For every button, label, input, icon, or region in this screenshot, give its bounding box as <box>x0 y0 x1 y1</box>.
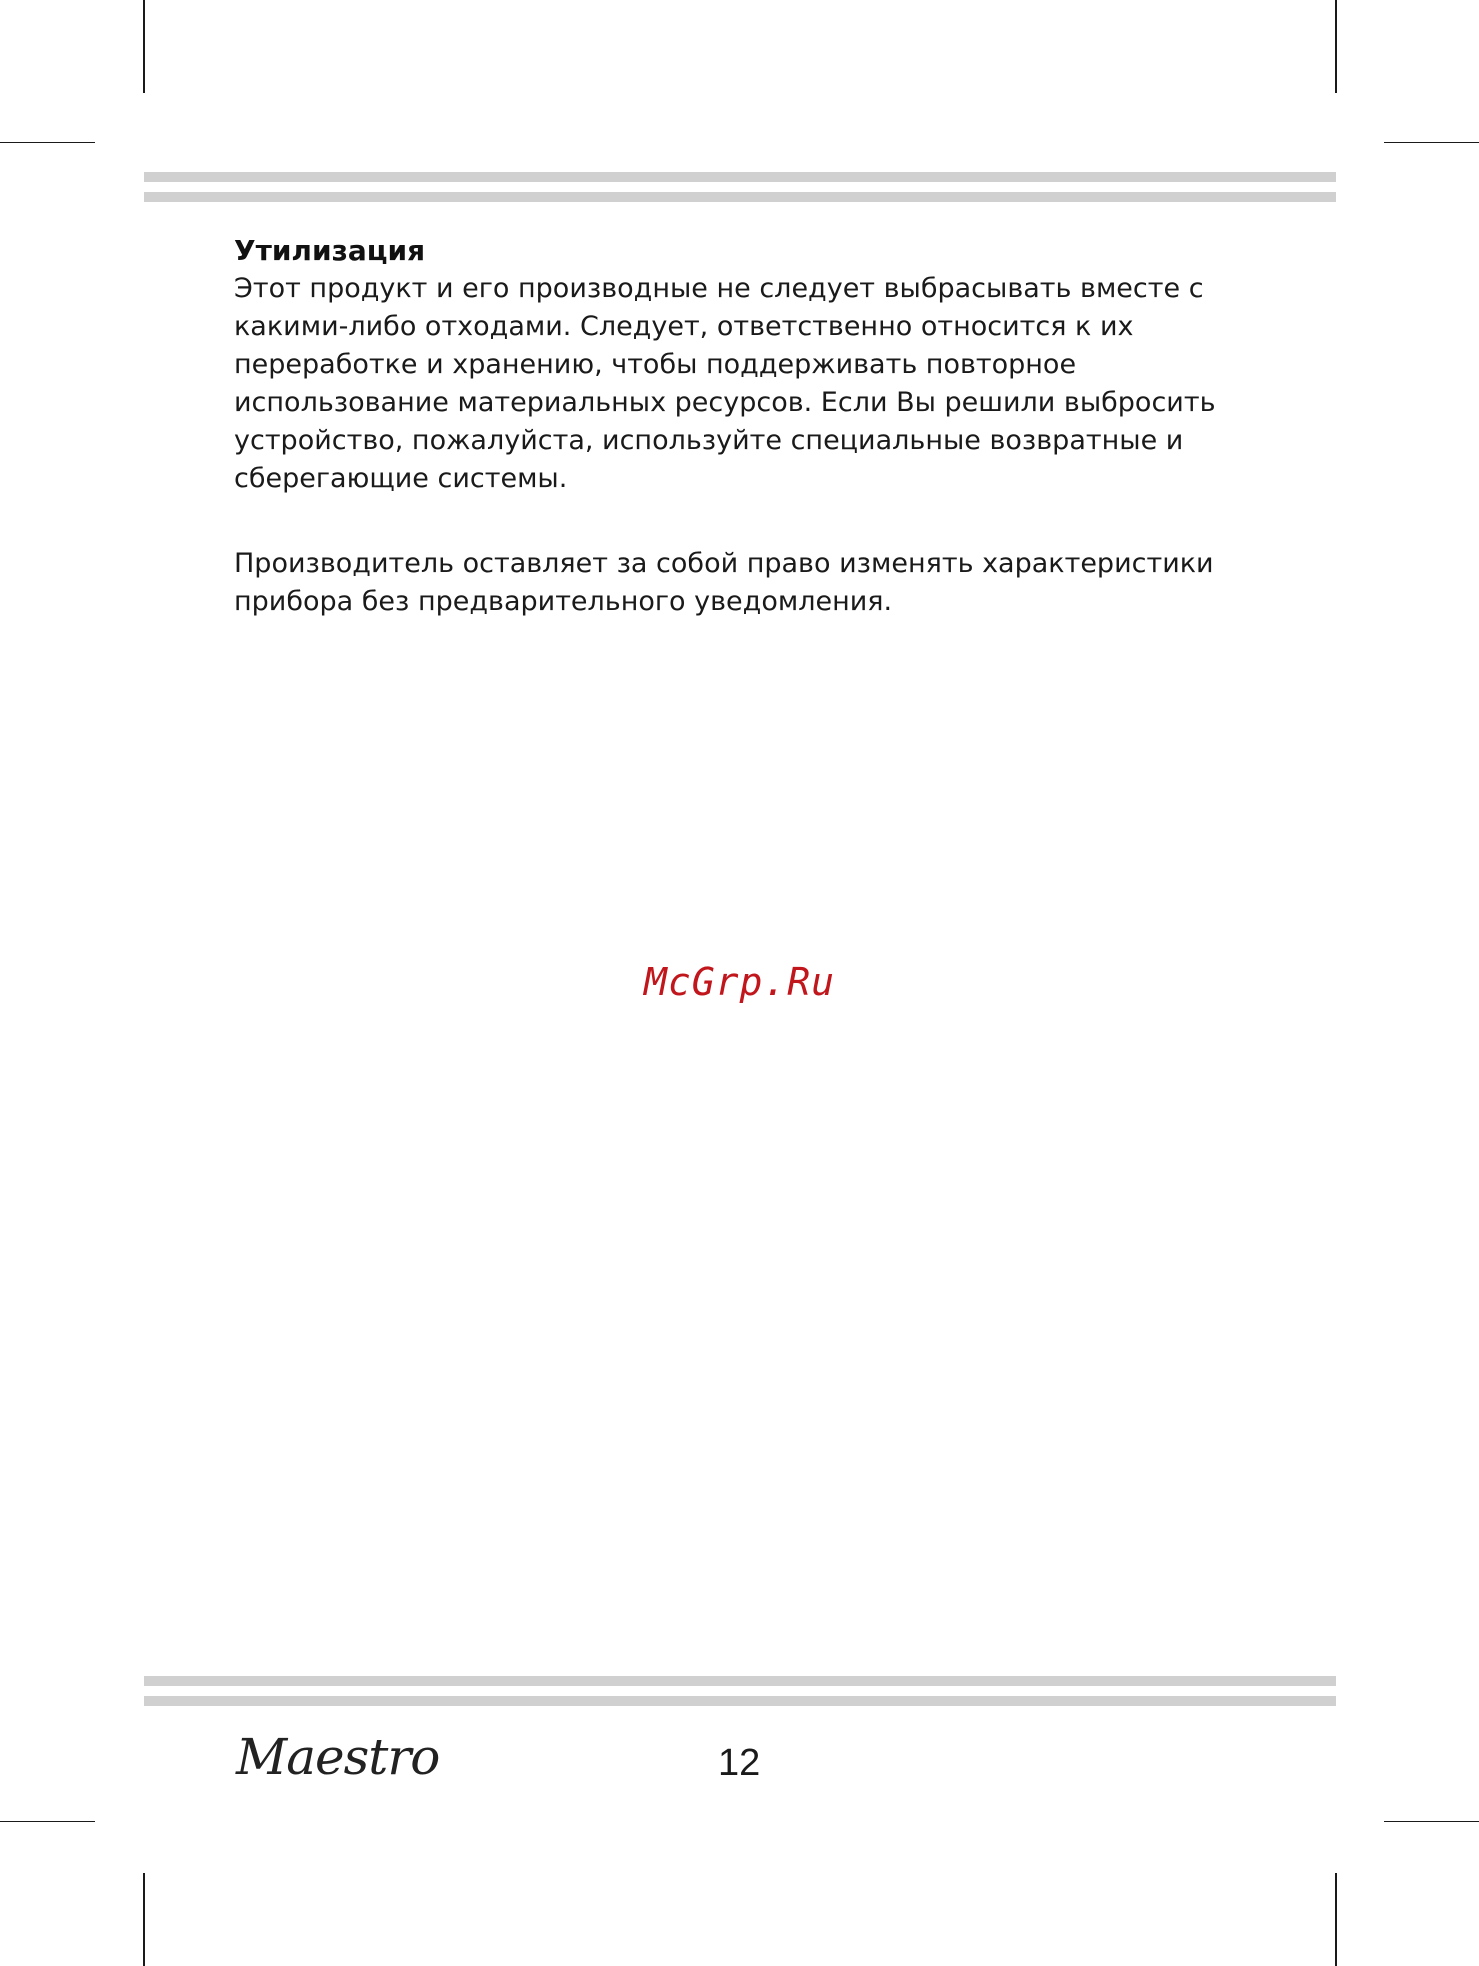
crop-mark-top-left-horizontal <box>0 142 95 143</box>
section-heading: Утилизация <box>234 234 426 267</box>
footer-rule-top <box>144 1676 1336 1686</box>
disposal-paragraph: Этот продукт и его производные не следует выбрасывать вместе с какими-либо отходами. Следует, ответственно относится к их переработке и хранению, чтобы поддерживать повторное использование материальных ресурсов. Если Вы решили выбросить устройство, пожалуйста, используйте специальные возвратные и сберегающие системы. <box>234 273 1216 494</box>
document-body <box>234 232 1234 621</box>
crop-mark-top-right-horizontal <box>1384 142 1479 143</box>
crop-mark-bottom-left-vertical <box>143 1873 145 1966</box>
header-rule-top <box>144 172 1336 182</box>
crop-mark-bottom-right-horizontal <box>1384 1821 1479 1822</box>
page-number: 12 <box>718 1742 761 1784</box>
crop-mark-top-left-vertical <box>143 0 145 93</box>
manufacturer-notice-paragraph: Производитель оставляет за собой право изменять характеристики прибора без предварительного уведомления. <box>234 548 1214 617</box>
crop-mark-top-right-vertical <box>1335 0 1337 93</box>
header-rule-bottom <box>144 192 1336 202</box>
crop-mark-bottom-left-horizontal <box>0 1821 95 1822</box>
watermark-text: McGrp.Ru <box>643 960 836 1004</box>
footer-rule-bottom <box>144 1696 1336 1706</box>
brand-logo: Maestro <box>236 1728 440 1786</box>
crop-mark-bottom-right-vertical <box>1335 1873 1337 1966</box>
